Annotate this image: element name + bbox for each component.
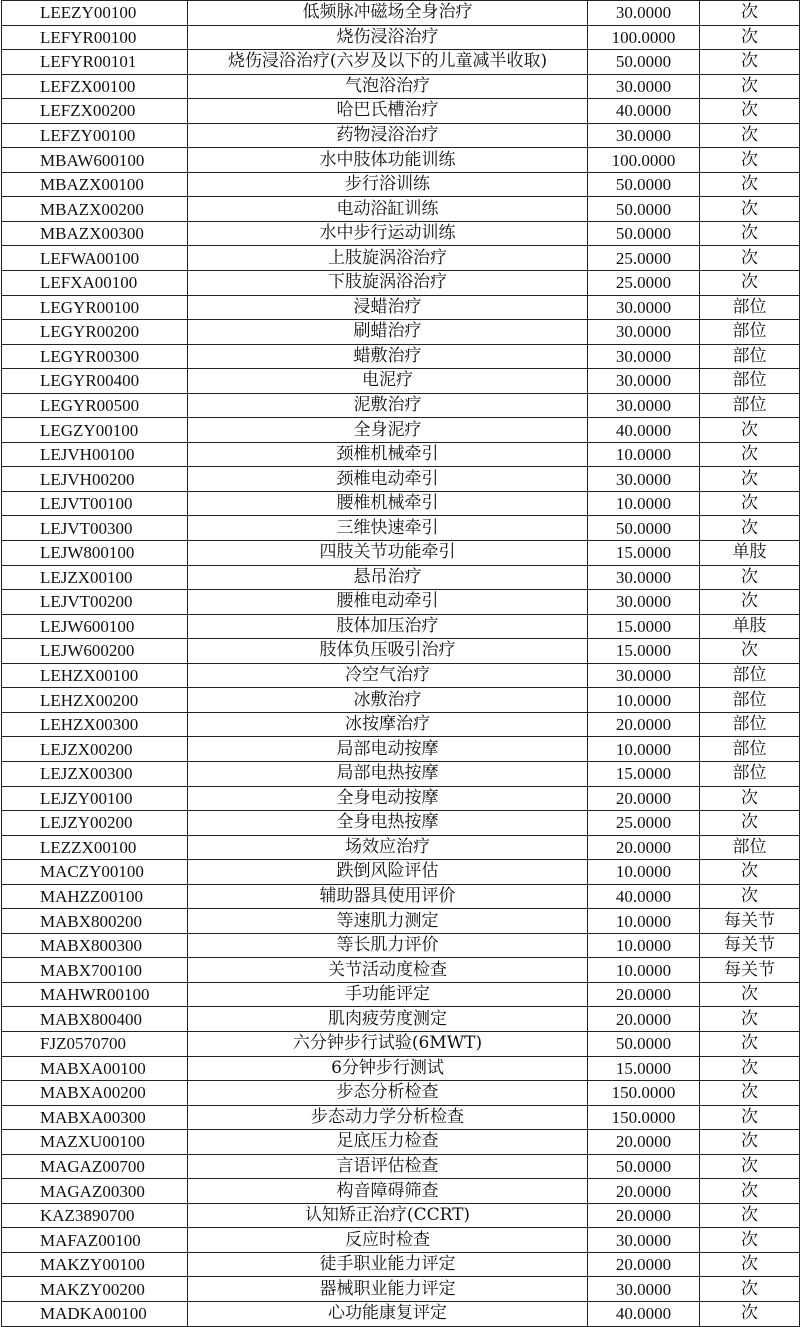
item-code-cell: LEFZY00100 [2,123,188,148]
item-price-cell: 20.0000 [588,835,700,860]
item-unit-cell: 次 [700,1081,800,1106]
item-price-cell: 50.0000 [588,1154,700,1179]
table-row [2,1105,800,1130]
item-unit-cell: 次 [700,1031,800,1056]
item-name-cell: 局部电动按摩 [188,737,588,762]
item-unit-cell: 次 [700,491,800,516]
item-price-cell: 25.0000 [588,271,700,296]
item-code-cell: MABX800200 [2,909,188,934]
table-row [2,1,800,26]
item-price-cell: 10.0000 [588,958,700,983]
table-row [2,909,800,934]
item-unit-cell: 次 [700,1130,800,1155]
item-unit-cell: 部位 [700,393,800,418]
item-code-cell: LEJZX00300 [2,761,188,786]
item-code-cell: MAGAZ00300 [2,1179,188,1204]
item-price-cell: 20.0000 [588,1203,700,1228]
item-name-cell: 步态动力学分析检查 [188,1105,588,1130]
table-row [2,1056,800,1081]
item-code-cell: MABXA00100 [2,1056,188,1081]
item-unit-cell: 次 [700,1228,800,1253]
item-name-cell: 器械职业能力评定 [188,1277,588,1302]
table-row [2,590,800,615]
item-name-cell: 电动浴缸训练 [188,197,588,222]
item-code-cell: MABX800300 [2,933,188,958]
table-row [2,933,800,958]
item-unit-cell: 部位 [700,369,800,394]
item-code-cell: MADKA00100 [2,1301,188,1326]
item-name-cell: 刷蜡治疗 [188,320,588,345]
item-price-cell: 20.0000 [588,1252,700,1277]
item-price-cell: 30.0000 [588,467,700,492]
item-unit-cell: 部位 [700,688,800,713]
table-row [2,369,800,394]
table-row [2,516,800,541]
item-code-cell: LEHZX00300 [2,712,188,737]
item-name-cell: 水中肢体功能训练 [188,148,588,173]
item-name-cell: 低频脉冲磁场全身治疗 [188,1,588,26]
item-code-cell: LEJZX00100 [2,565,188,590]
item-unit-cell: 次 [700,442,800,467]
item-name-cell: 场效应治疗 [188,835,588,860]
item-price-cell: 20.0000 [588,786,700,811]
item-name-cell: 药物浸浴治疗 [188,123,588,148]
item-unit-cell: 次 [700,811,800,836]
item-unit-cell: 次 [700,221,800,246]
item-code-cell: LEJVT00200 [2,590,188,615]
item-name-cell: 全身泥疗 [188,418,588,443]
item-code-cell: MAKZY00100 [2,1252,188,1277]
item-name-cell: 泥敷治疗 [188,393,588,418]
item-unit-cell: 部位 [700,761,800,786]
item-price-cell: 20.0000 [588,1179,700,1204]
item-code-cell: MABXA00300 [2,1105,188,1130]
item-price-cell: 10.0000 [588,933,700,958]
table-row [2,712,800,737]
item-code-cell: LEEZY00100 [2,1,188,26]
item-unit-cell: 部位 [700,737,800,762]
item-name-cell: 肢体加压治疗 [188,614,588,639]
table-row [2,74,800,99]
item-unit-cell: 次 [700,516,800,541]
item-code-cell: LEFYR00100 [2,25,188,50]
item-price-cell: 15.0000 [588,1056,700,1081]
item-price-cell: 30.0000 [588,344,700,369]
item-price-cell: 30.0000 [588,663,700,688]
table-row [2,344,800,369]
item-price-cell: 150.0000 [588,1081,700,1106]
item-name-cell: 手功能评定 [188,982,588,1007]
item-unit-cell: 次 [700,74,800,99]
item-name-cell: 颈椎电动牵引 [188,467,588,492]
table-row [2,491,800,516]
table-row [2,172,800,197]
item-code-cell: LEJVT00100 [2,491,188,516]
item-code-cell: LEFXA00100 [2,271,188,296]
item-unit-cell: 部位 [700,295,800,320]
item-name-cell: 足底压力检查 [188,1130,588,1155]
item-name-cell: 蜡敷治疗 [188,344,588,369]
item-price-cell: 100.0000 [588,25,700,50]
item-name-cell: 腰椎电动牵引 [188,590,588,615]
item-price-cell: 30.0000 [588,393,700,418]
item-name-cell: 心功能康复评定 [188,1301,588,1326]
item-price-cell: 15.0000 [588,541,700,566]
item-unit-cell: 次 [700,639,800,664]
item-code-cell: MAHZZ00100 [2,884,188,909]
item-name-cell: 徒手职业能力评定 [188,1252,588,1277]
table-row [2,246,800,271]
table-row [2,1154,800,1179]
item-code-cell: LEFYR00101 [2,50,188,75]
item-name-cell: 构音障碍筛查 [188,1179,588,1204]
item-code-cell: LEZZX00100 [2,835,188,860]
item-code-cell: LEJVH00100 [2,442,188,467]
item-name-cell: 冷空气治疗 [188,663,588,688]
item-name-cell: 浸蜡治疗 [188,295,588,320]
table-row [2,467,800,492]
table-row [2,25,800,50]
item-code-cell: LEGYR00400 [2,369,188,394]
table-row [2,1252,800,1277]
item-code-cell: LEJZY00100 [2,786,188,811]
item-code-cell: LEGYR00500 [2,393,188,418]
item-price-cell: 10.0000 [588,737,700,762]
item-price-cell: 50.0000 [588,197,700,222]
table-row [2,761,800,786]
item-name-cell: 步态分析检查 [188,1081,588,1106]
item-code-cell: MAKZY00200 [2,1277,188,1302]
table-row [2,1228,800,1253]
item-name-cell: 电泥疗 [188,369,588,394]
item-name-cell: 反应时检查 [188,1228,588,1253]
item-unit-cell: 单肢 [700,614,800,639]
item-name-cell: 六分钟步行试验(6MWT) [188,1031,588,1056]
item-unit-cell: 次 [700,148,800,173]
item-price-cell: 30.0000 [588,590,700,615]
item-code-cell: FJZ0570700 [2,1031,188,1056]
item-name-cell: 跌倒风险评估 [188,860,588,885]
item-price-cell: 10.0000 [588,860,700,885]
item-code-cell: LEJW600200 [2,639,188,664]
item-unit-cell: 次 [700,884,800,909]
item-name-cell: 局部电热按摩 [188,761,588,786]
item-code-cell: LEHZX00100 [2,663,188,688]
item-unit-cell: 次 [700,123,800,148]
item-price-cell: 20.0000 [588,982,700,1007]
item-code-cell: MAGAZ00700 [2,1154,188,1179]
table-row [2,663,800,688]
item-unit-cell: 次 [700,1007,800,1032]
table-row [2,565,800,590]
item-code-cell: MBAZX00200 [2,197,188,222]
item-price-cell: 40.0000 [588,99,700,124]
item-code-cell: LEHZX00200 [2,688,188,713]
table-row [2,835,800,860]
item-price-cell: 40.0000 [588,418,700,443]
table-row [2,737,800,762]
item-price-cell: 10.0000 [588,688,700,713]
item-unit-cell: 次 [700,172,800,197]
item-unit-cell: 每关节 [700,909,800,934]
table-row [2,1081,800,1106]
item-unit-cell: 次 [700,99,800,124]
table-row [2,271,800,296]
table-row [2,1203,800,1228]
item-code-cell: MACZY00100 [2,860,188,885]
item-unit-cell: 次 [700,1154,800,1179]
item-code-cell: MAHWR00100 [2,982,188,1007]
item-name-cell: 下肢旋涡浴治疗 [188,271,588,296]
item-name-cell: 认知矫正治疗(CCRT) [188,1203,588,1228]
item-unit-cell: 次 [700,1203,800,1228]
item-price-cell: 10.0000 [588,491,700,516]
item-unit-cell: 次 [700,467,800,492]
item-price-cell: 15.0000 [588,614,700,639]
table-row [2,884,800,909]
item-code-cell: MABX700100 [2,958,188,983]
item-unit-cell: 次 [700,1105,800,1130]
item-code-cell: LEFZX00200 [2,99,188,124]
item-price-cell: 20.0000 [588,712,700,737]
item-price-cell: 40.0000 [588,884,700,909]
item-name-cell: 上肢旋涡浴治疗 [188,246,588,271]
item-name-cell: 气泡浴治疗 [188,74,588,99]
item-code-cell: LEGYR00100 [2,295,188,320]
table-row [2,320,800,345]
item-unit-cell: 次 [700,1056,800,1081]
item-unit-cell: 次 [700,418,800,443]
table-row [2,1277,800,1302]
item-name-cell: 辅助器具使用评价 [188,884,588,909]
item-price-cell: 30.0000 [588,369,700,394]
item-price-cell: 50.0000 [588,172,700,197]
table-row [2,1301,800,1326]
table-row [2,99,800,124]
item-unit-cell: 每关节 [700,933,800,958]
item-price-cell: 30.0000 [588,74,700,99]
item-price-cell: 150.0000 [588,1105,700,1130]
item-name-cell: 水中步行运动训练 [188,221,588,246]
item-unit-cell: 次 [700,786,800,811]
item-unit-cell: 部位 [700,663,800,688]
item-name-cell: 悬吊治疗 [188,565,588,590]
item-code-cell: MBAW600100 [2,148,188,173]
item-unit-cell: 单肢 [700,541,800,566]
table-row [2,221,800,246]
item-name-cell: 肢体负压吸引治疗 [188,639,588,664]
item-unit-cell: 部位 [700,344,800,369]
table-row [2,148,800,173]
item-name-cell: 言语评估检查 [188,1154,588,1179]
item-price-cell: 30.0000 [588,1,700,26]
table-row [2,418,800,443]
item-name-cell: 冰按摩治疗 [188,712,588,737]
item-price-cell: 30.0000 [588,565,700,590]
item-code-cell: MAFAZ00100 [2,1228,188,1253]
item-code-cell: LEGZY00100 [2,418,188,443]
item-unit-cell: 部位 [700,320,800,345]
item-name-cell: 三维快速牵引 [188,516,588,541]
item-unit-cell: 次 [700,50,800,75]
item-name-cell: 全身电动按摩 [188,786,588,811]
table-row [2,541,800,566]
item-name-cell: 四肢关节功能牵引 [188,541,588,566]
table-row [2,958,800,983]
item-price-cell: 10.0000 [588,909,700,934]
item-code-cell: LEFWA00100 [2,246,188,271]
item-name-cell: 等速肌力测定 [188,909,588,934]
item-price-cell: 50.0000 [588,1031,700,1056]
item-code-cell: MBAZX00300 [2,221,188,246]
item-code-cell: LEJVH00200 [2,467,188,492]
item-name-cell: 关节活动度检查 [188,958,588,983]
item-price-cell: 15.0000 [588,761,700,786]
item-price-cell: 25.0000 [588,246,700,271]
item-unit-cell: 次 [700,246,800,271]
table-row [2,1007,800,1032]
item-code-cell: LEJW800100 [2,541,188,566]
item-name-cell: 步行浴训练 [188,172,588,197]
item-price-cell: 30.0000 [588,123,700,148]
item-code-cell: LEGYR00300 [2,344,188,369]
item-code-cell: MAZXU00100 [2,1130,188,1155]
item-unit-cell: 次 [700,590,800,615]
item-price-cell: 25.0000 [588,811,700,836]
item-name-cell: 腰椎机械牵引 [188,491,588,516]
item-price-cell: 40.0000 [588,1301,700,1326]
table-row [2,1179,800,1204]
item-code-cell: LEJVT00300 [2,516,188,541]
item-unit-cell: 每关节 [700,958,800,983]
table-row [2,811,800,836]
item-price-cell: 30.0000 [588,1277,700,1302]
item-unit-cell: 次 [700,1301,800,1326]
item-code-cell: LEJW600100 [2,614,188,639]
item-unit-cell: 部位 [700,835,800,860]
table-row [2,982,800,1007]
table-row [2,860,800,885]
item-price-cell: 50.0000 [588,516,700,541]
item-name-cell: 颈椎机械牵引 [188,442,588,467]
table-row [2,688,800,713]
item-unit-cell: 次 [700,1277,800,1302]
item-price-cell: 50.0000 [588,50,700,75]
item-name-cell: 哈巴氏槽治疗 [188,99,588,124]
item-unit-cell: 次 [700,271,800,296]
item-price-cell: 20.0000 [588,1007,700,1032]
fee-table [1,0,800,1327]
item-name-cell: 烧伤浸浴治疗(六岁及以下的儿童减半收取) [188,50,588,75]
item-unit-cell: 次 [700,565,800,590]
item-price-cell: 50.0000 [588,221,700,246]
item-code-cell: MABXA00200 [2,1081,188,1106]
table-row [2,614,800,639]
item-unit-cell: 次 [700,982,800,1007]
item-name-cell: 烧伤浸浴治疗 [188,25,588,50]
item-price-cell: 30.0000 [588,295,700,320]
item-code-cell: LEFZX00100 [2,74,188,99]
table-row [2,786,800,811]
item-name-cell: 全身电热按摩 [188,811,588,836]
item-price-cell: 100.0000 [588,148,700,173]
item-code-cell: MBAZX00100 [2,172,188,197]
table-row [2,123,800,148]
item-name-cell: 6分钟步行测试 [188,1056,588,1081]
item-name-cell: 等长肌力评价 [188,933,588,958]
item-unit-cell: 次 [700,25,800,50]
item-unit-cell: 次 [700,860,800,885]
item-code-cell: LEJZX00200 [2,737,188,762]
item-unit-cell: 部位 [700,712,800,737]
table-row [2,197,800,222]
table-row [2,295,800,320]
table-row [2,442,800,467]
table-row [2,50,800,75]
item-name-cell: 冰敷治疗 [188,688,588,713]
item-code-cell: LEJZY00200 [2,811,188,836]
item-price-cell: 20.0000 [588,1130,700,1155]
item-price-cell: 30.0000 [588,1228,700,1253]
item-code-cell: LEGYR00200 [2,320,188,345]
fee-table-body [2,1,800,1327]
item-code-cell: KAZ3890700 [2,1203,188,1228]
item-name-cell: 肌肉疲劳度测定 [188,1007,588,1032]
table-row [2,1031,800,1056]
table-row [2,639,800,664]
item-price-cell: 30.0000 [588,320,700,345]
item-price-cell: 15.0000 [588,639,700,664]
item-unit-cell: 次 [700,1,800,26]
item-price-cell: 10.0000 [588,442,700,467]
table-row [2,1130,800,1155]
item-code-cell: MABX800400 [2,1007,188,1032]
item-unit-cell: 次 [700,197,800,222]
table-row [2,393,800,418]
item-unit-cell: 次 [700,1252,800,1277]
item-unit-cell: 次 [700,1179,800,1204]
